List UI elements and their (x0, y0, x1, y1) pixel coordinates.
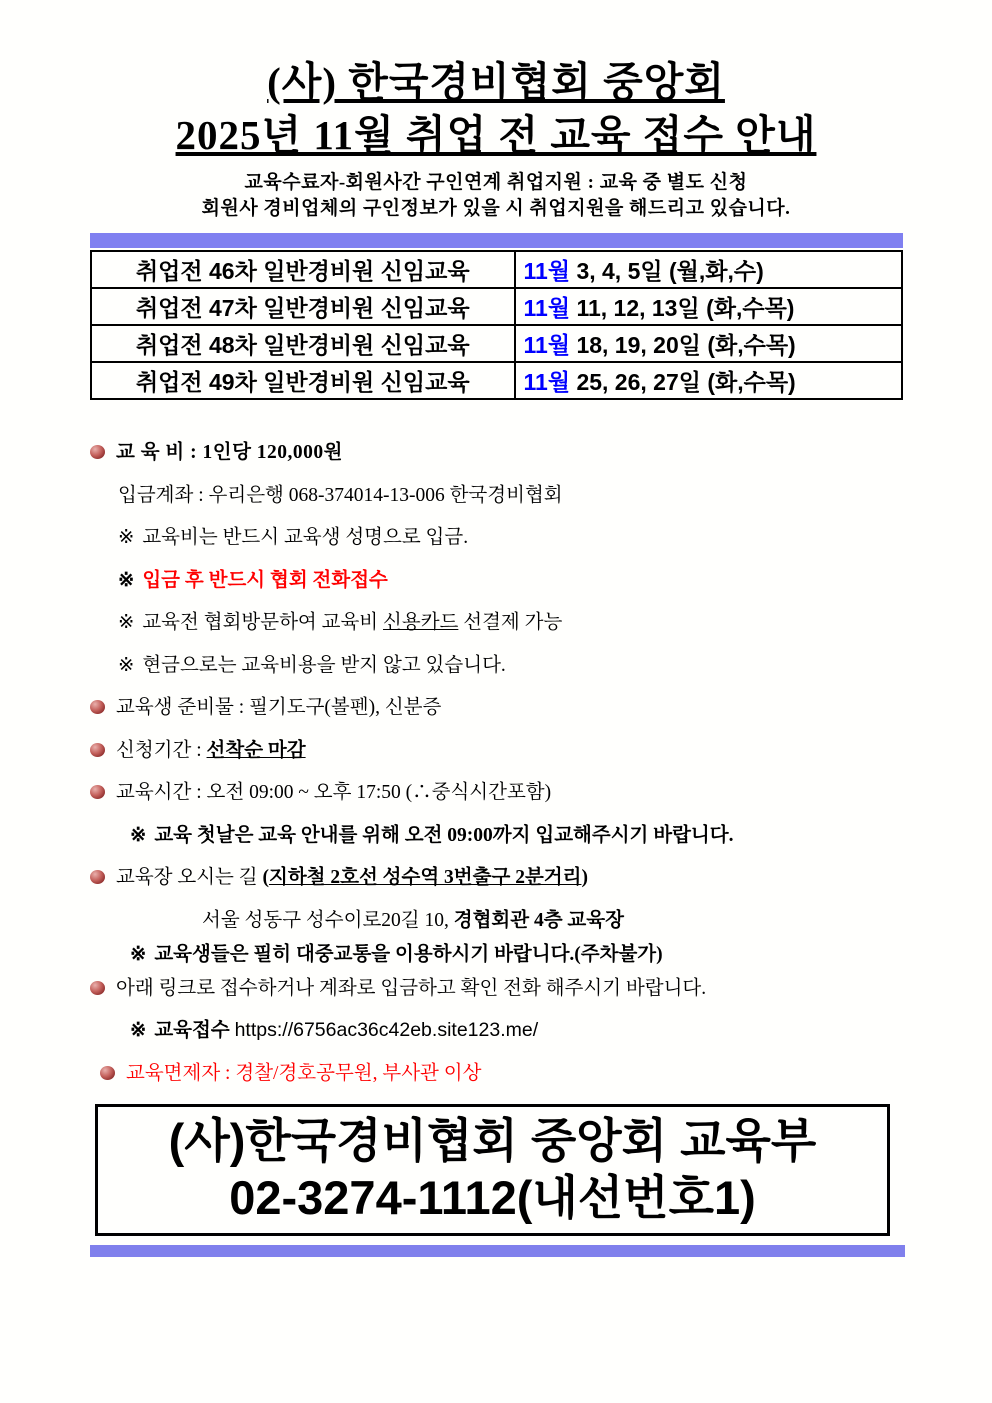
directions-emph: 지하철 2호선 성수역 3번출구 2분거리 (268, 867, 582, 888)
exemption-text: 교육면제자 : 경찰/경호공무원, 부사관 이상 (126, 1062, 482, 1084)
note-transit-text: 교육생들은 필히 대중교통을 이용하시기 바랍니다.(주차불가) (154, 943, 663, 965)
note-card-line (90, 611, 992, 634)
month-label: 11월 (523, 258, 571, 284)
period-emph: 선착순 마감 (206, 739, 306, 761)
note-card-post: 선결제 가능 (458, 612, 563, 633)
reference-mark-icon: ※ (130, 824, 147, 846)
title-line-1: (사) 한국경비협회 중앙회 (267, 59, 725, 105)
directions-pre: 교육장 오시는 길 (116, 867, 263, 888)
supplies-text: 교육생 준비물 : 필기도구(볼펜), 신분증 (116, 697, 442, 718)
account-line (90, 484, 992, 507)
apply-link-url: https://6756ac36c42eb.site123.me/ (234, 1019, 539, 1041)
hours-line (90, 781, 992, 804)
bullet-sphere-icon (90, 700, 105, 714)
apply-link-line (90, 1019, 992, 1042)
period-line (90, 739, 992, 762)
note-cash-line (90, 654, 992, 677)
note-firstday-text: 교육 첫날은 교육 안내를 위해 오전 09:00까지 입교해주시기 바랍니다. (154, 824, 734, 846)
reference-mark-icon: ※ (130, 1020, 147, 1041)
table-row (91, 288, 902, 325)
contact-org: (사)한국경비협회 중앙회 교육부 (168, 1114, 817, 1167)
subtitle-line-1: 교육수료자-회원사간 구인연계 취업지원 : 교육 중 별도 신청 (244, 172, 748, 193)
hours-text: 교육시간 : 오전 09:00 ~ 오후 17:50 (∴중식시간포함) (116, 782, 552, 803)
apply-info-line (90, 977, 992, 1000)
note-phone-text: 입금 후 반드시 협회 전화접수 (142, 569, 388, 591)
account-text: 입금계좌 : 우리은행 068-374014-13-006 한국경비협회 (118, 484, 563, 506)
accent-bar-top (90, 233, 903, 248)
details-section (90, 441, 992, 1085)
document-header (0, 0, 992, 222)
contact-phone: 02-3274-1112(내선번호1) (229, 1171, 756, 1224)
apply-link-label: 교육접수 (154, 1019, 230, 1041)
month-label: 11월 (523, 295, 571, 321)
reference-mark-icon: ※ (118, 654, 135, 676)
table-row (91, 362, 902, 399)
course-name: 취업전 46차 일반경비원 신임교육 (91, 251, 515, 288)
exemption-line (90, 1062, 992, 1085)
note-phone-line (90, 569, 992, 592)
fee-line (90, 441, 992, 464)
bullet-sphere-icon (90, 743, 105, 757)
note-firstday-line (90, 824, 992, 847)
reference-mark-icon: ※ (118, 527, 135, 548)
dates-text: 25, 26, 27일 (화,수목) (576, 369, 796, 395)
subtitle-line-2: 회원사 경비업체의 구인정보가 있을 시 취업지원을 해드리고 있습니다. (201, 198, 791, 219)
month-label: 11월 (523, 332, 571, 358)
bullet-sphere-icon (90, 870, 105, 884)
apply-info-text: 아래 링크로 접수하거나 계좌로 입금하고 확인 전화 해주시기 바랍니다. (116, 977, 707, 999)
contact-box (95, 1104, 890, 1236)
address-line (90, 909, 992, 932)
dates-text: 3, 4, 5일 (월,화,수) (576, 258, 764, 284)
note-card-pre: 교육전 협회방문하여 교육비 (142, 612, 384, 633)
course-name: 취업전 47차 일반경비원 신임교육 (91, 288, 515, 325)
address-emph: 경협회관 4층 교육장 (453, 909, 624, 931)
bullet-sphere-icon (100, 1066, 115, 1080)
course-dates (515, 288, 903, 325)
note-transit-line (90, 943, 992, 966)
note-deposit-name-text: 교육비는 반드시 교육생 성명으로 입금. (142, 527, 469, 548)
schedule-table (90, 250, 903, 400)
bullet-sphere-icon (90, 785, 105, 799)
supplies-line (90, 696, 992, 719)
subtitle-block (0, 170, 992, 222)
dates-text: 18, 19, 20일 (화,수목) (576, 332, 796, 358)
course-dates (515, 325, 903, 362)
course-dates (515, 362, 903, 399)
reference-mark-icon: ※ (118, 569, 135, 591)
reference-mark-icon: ※ (130, 943, 147, 965)
directions-line (90, 866, 992, 889)
directions-open-paren: ( (262, 867, 269, 888)
course-name: 취업전 49차 일반경비원 신임교육 (91, 362, 515, 399)
course-dates (515, 251, 903, 288)
fee-text: 교 육 비 : 1인당 120,000원 (116, 442, 344, 463)
note-cash-text: 현금으로는 교육비용을 받지 않고 있습니다. (142, 654, 506, 676)
accent-bar-bottom (90, 1245, 905, 1257)
title-line-2: 2025년 11월 취업 전 교육 접수 안내 (175, 112, 817, 158)
period-pre: 신청기간 : (116, 739, 207, 761)
dates-text: 11, 12, 13일 (화,수목) (576, 295, 795, 321)
table-row (91, 251, 902, 288)
reference-mark-icon: ※ (118, 612, 135, 633)
bullet-sphere-icon (90, 445, 105, 459)
course-name: 취업전 48차 일반경비원 신임교육 (91, 325, 515, 362)
note-card-underline: 신용카드 (383, 612, 459, 633)
directions-close-paren: ) (581, 867, 588, 888)
address-pre: 서울 성동구 성수이로20길 10, (202, 909, 454, 931)
month-label: 11월 (523, 369, 571, 395)
table-row (91, 325, 902, 362)
bullet-sphere-icon (90, 981, 105, 995)
note-deposit-name-line (90, 526, 992, 549)
